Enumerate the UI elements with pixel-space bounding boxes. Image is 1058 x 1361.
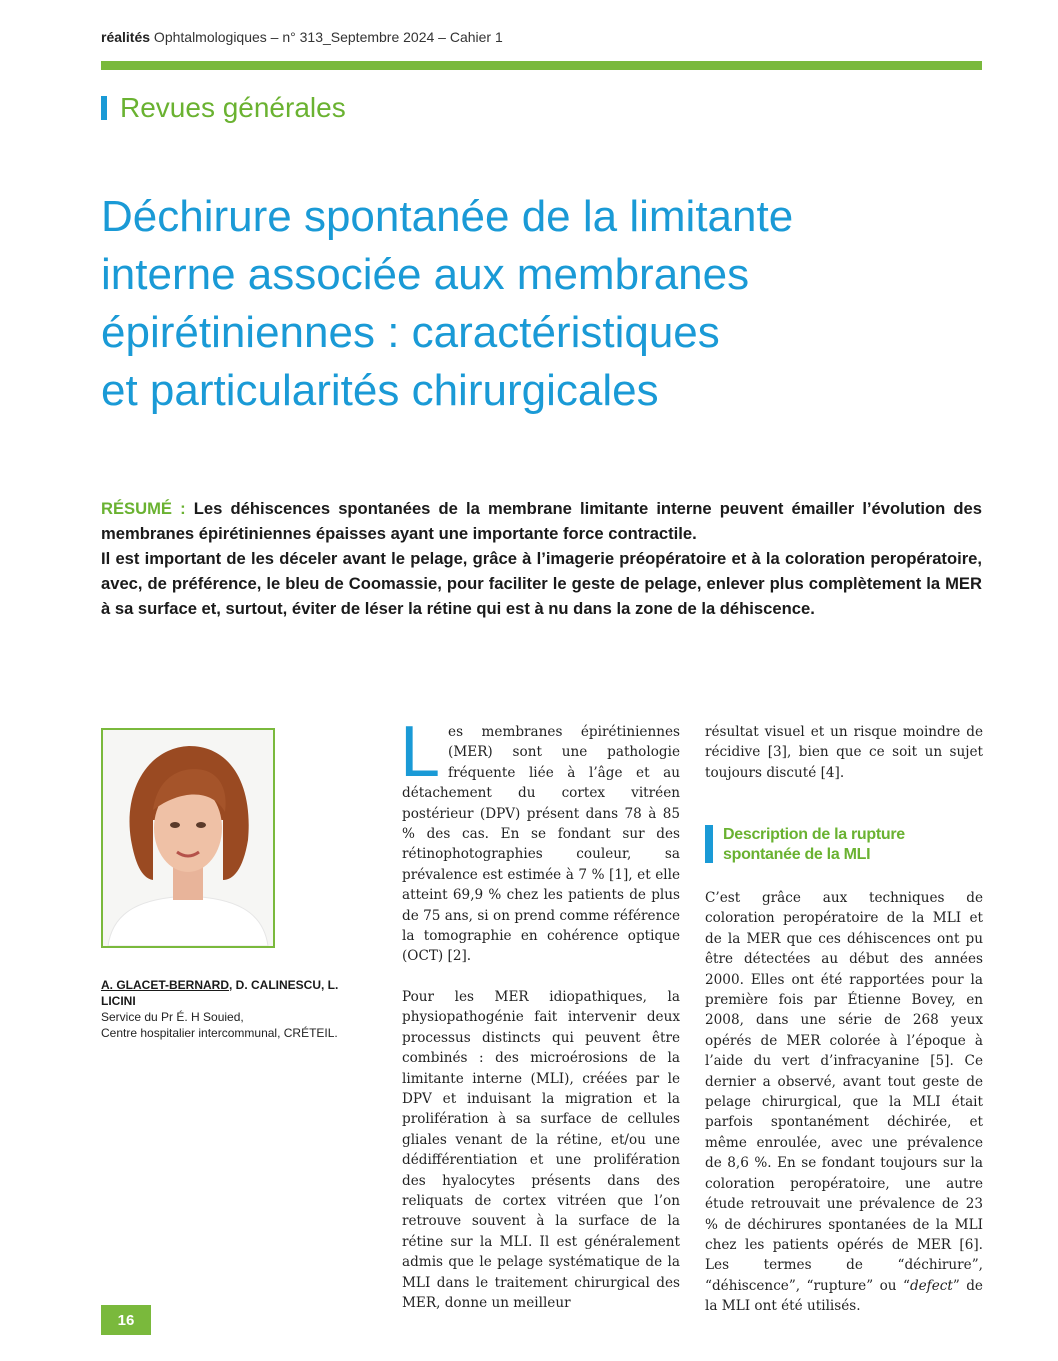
body-column-2-continued <box>705 888 983 1317</box>
body-paragraph <box>705 888 983 1317</box>
italic-term: defect <box>909 1277 953 1294</box>
co-authors: , D. CALINESCU, L. LICINI <box>101 978 339 1008</box>
first-author: A. GLACET-BERNARD <box>101 978 229 992</box>
issue-info: Ophtalmologiques – n° 313_Septembre 2024 – Cahier 1 <box>150 29 503 45</box>
body-paragraph <box>400 712 680 967</box>
body-paragraph: Pour les MER idiopathiques, la physiopathogénie fait intervenir deux processus distincts qui peuvent être combinés : des microérosions de la limitante interne (MLI), créées par le DPV et induisant la migration et la prolifération à sa surface de cellules gliales venant de la rétine, et/ou une dédifférentiation et une prolifération des hyalocytes présents dans des reliquats de cortex vitréen que l’on retrouve souvent à la surface de la rétine sur la MLI. Il est généralement admis que le pelage systématique de la MLI dans le traitement chirurgical des MER, donne un meilleur <box>402 988 680 1311</box>
body-paragraph: résultat visuel et un risque moindre de récidive [3], bien que ce soit un sujet toujours discuté [4]. <box>705 724 983 781</box>
abstract <box>101 496 982 621</box>
running-header <box>101 29 503 45</box>
abstract-text: Les déhiscences spontanées de la membrane limitante interne peuvent émailler l’évolution des membranes épirétiniennes épaisses ayant une importante force contractile. <box>101 499 982 543</box>
rubric-bar <box>101 96 107 120</box>
title-line: épirétiniennes : caractéristiques <box>101 308 720 357</box>
rubric-label: Revues générales <box>120 92 346 123</box>
section-subheading <box>705 825 983 865</box>
article-title <box>101 188 981 420</box>
drop-cap: L <box>400 712 441 792</box>
subheading-bar <box>705 825 713 863</box>
title-line: interne associée aux membranes <box>101 250 750 299</box>
body-text: es membranes épirétiniennes (MER) sont une pathologie fréquente liée à l’âge et au détachement du cortex vitréen postérieur (DPV) présent dans 78 à 85 % des cas. En se fondant sur des rétinophotographies couleur, sa prévalence est estimée à 7 % [1], et elle atteint 69,9 % chez les patients de plus de 75 ans, si on prend comme référence la tomographie en cohérence optique (OCT) [2]. <box>402 724 680 965</box>
subheading-text: Description de la rupture spontanée de la MLI <box>723 826 905 863</box>
abstract-paragraph <box>101 496 982 546</box>
title-line: et particularités chirurgicales <box>101 366 659 415</box>
body-text: C’est grâce aux techniques de coloration peropératoire de la MLI et de la MER que ces déhiscences ont pu être détectées au début des années 2000. Elles ont été rapportées pour la première fois par Étienne Bovey, en 2008, dans une série de 268 yeux opérés de MER colorée à l’époque à l’aide du vert d’infracyanine [5]. Ce dernier a observé, avant tout geste de pelage chirurgical, que la MLI était parfois spontanément déchirée, et même enroulée, avec une prévalence de 8,6 %. En se fondant toujours sur la coloration peropératoire, une autre étude retrouvait une prévalence de 23 % de déchirures spontanées de la MLI chez les patients opérés de MER [6]. Les termes de “déchirure”, “déhiscence”, “rupture” ou “ <box>705 890 983 1294</box>
affiliation-line: Centre hospitalier intercommunal, CRÉTEIL. <box>101 1026 338 1040</box>
author-block <box>101 977 351 1041</box>
author-photo <box>101 728 275 948</box>
abstract-paragraph: Il est important de les déceler avant le pelage, grâce à l’imagerie préopératoire et à la coloration peropératoire, avec, de préférence, le bleu de Coomassie, pour faciliter le geste de pelage, enlever plus complètement la MER à sa surface et, surtout, éviter de léser la rétine qui est à nu dans la zone de la déhiscence. <box>101 549 982 618</box>
body-column-1 <box>400 712 680 1313</box>
affiliation-line: Service du Pr É. H Souied, <box>101 1010 244 1024</box>
journal-name: réalités <box>101 29 151 45</box>
title-line: Déchirure spontanée de la limitante <box>101 192 794 241</box>
section-rubric <box>101 93 346 123</box>
header-rule <box>101 61 982 70</box>
author-portrait-image <box>103 730 273 946</box>
page-number: 16 <box>101 1305 151 1335</box>
body-text: ” de la MLI ont été utilisés. <box>705 1277 983 1315</box>
body-column-2 <box>705 722 983 783</box>
author-names <box>101 977 351 1009</box>
abstract-label: RÉSUMÉ : <box>101 499 186 518</box>
